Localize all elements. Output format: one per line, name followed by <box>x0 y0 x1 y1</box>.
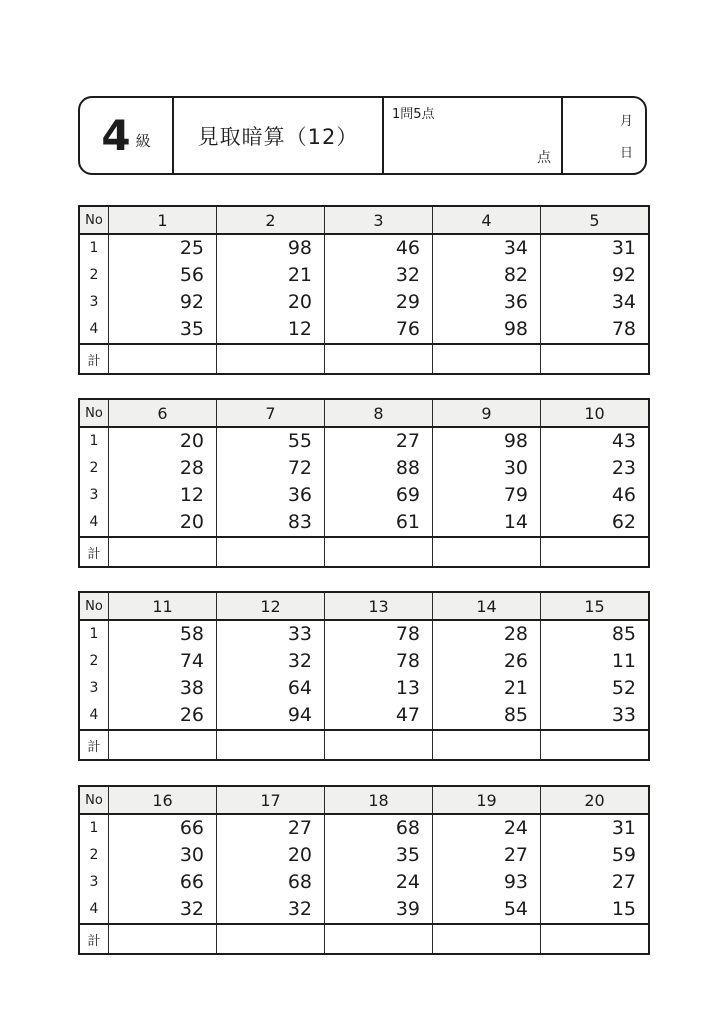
operand: 28 <box>179 457 204 479</box>
problems-column <box>216 428 324 536</box>
operand: 46 <box>395 237 420 259</box>
problem-table-4 <box>78 785 650 955</box>
column-header: 4 <box>432 207 540 233</box>
operand: 13 <box>395 677 420 699</box>
operand: 55 <box>287 430 312 452</box>
operand: 38 <box>179 677 204 699</box>
operand: 61 <box>395 511 420 533</box>
problems-column <box>108 815 216 923</box>
operand: 56 <box>179 264 204 286</box>
total-answer-cell <box>108 538 216 566</box>
operand: 52 <box>611 677 636 699</box>
total-answer-cell <box>432 731 540 759</box>
operand: 88 <box>395 457 420 479</box>
row-label: 2 <box>89 653 99 669</box>
points-unit-label: 点 <box>537 150 551 166</box>
total-answer-cell <box>324 731 432 759</box>
problems-column <box>108 621 216 729</box>
operand: 24 <box>503 817 528 839</box>
operand: 14 <box>503 511 528 533</box>
total-answer-cell <box>324 925 432 953</box>
day-label: 日 <box>619 146 633 161</box>
no-header: No <box>85 212 103 228</box>
operand: 35 <box>179 318 204 340</box>
operand: 36 <box>503 291 528 313</box>
row-label: 3 <box>89 874 99 890</box>
total-answer-cell <box>216 731 324 759</box>
column-header: 3 <box>324 207 432 233</box>
grade-number: 4 <box>101 110 131 160</box>
operand: 72 <box>287 457 312 479</box>
operand: 92 <box>179 291 204 313</box>
row-label: 2 <box>89 847 99 863</box>
operand: 27 <box>503 844 528 866</box>
operand: 30 <box>503 457 528 479</box>
total-answer-cell <box>432 345 540 373</box>
operand: 35 <box>395 844 420 866</box>
table-body <box>80 235 648 343</box>
total-answer-cell <box>324 345 432 373</box>
problems-column <box>324 235 432 343</box>
total-answer-cell <box>324 538 432 566</box>
operand: 20 <box>179 430 204 452</box>
table-header-row <box>80 593 648 621</box>
operand: 74 <box>179 650 204 672</box>
operand: 94 <box>287 704 312 726</box>
month-label: 月 <box>619 114 633 129</box>
operand: 82 <box>503 264 528 286</box>
operand: 68 <box>395 817 420 839</box>
problems-column <box>432 815 540 923</box>
column-header: 19 <box>432 787 540 813</box>
operand: 85 <box>503 704 528 726</box>
column-header: 10 <box>540 400 648 426</box>
operand: 59 <box>611 844 636 866</box>
operand: 32 <box>179 898 204 920</box>
operand: 92 <box>611 264 636 286</box>
problem-table-3 <box>78 591 650 761</box>
operand: 58 <box>179 623 204 645</box>
row-label: 3 <box>89 487 99 503</box>
row-label: 3 <box>89 680 99 696</box>
operand: 98 <box>503 430 528 452</box>
table-body <box>80 428 648 536</box>
operand: 46 <box>611 484 636 506</box>
total-answer-cell <box>432 925 540 953</box>
operand: 64 <box>287 677 312 699</box>
row-number-column <box>80 621 108 729</box>
operand: 66 <box>179 871 204 893</box>
total-answer-cell <box>540 731 648 759</box>
operand: 30 <box>179 844 204 866</box>
operand: 20 <box>179 511 204 533</box>
row-label: 3 <box>89 294 99 310</box>
row-number-column <box>80 428 108 536</box>
worksheet-title: 見取暗算（12） <box>172 98 382 173</box>
operand: 15 <box>611 898 636 920</box>
total-label: 計 <box>87 353 101 369</box>
operand: 21 <box>503 677 528 699</box>
operand: 26 <box>503 650 528 672</box>
problems-column <box>540 428 648 536</box>
column-header: 17 <box>216 787 324 813</box>
no-header: No <box>85 405 103 421</box>
problems-column <box>540 621 648 729</box>
problems-column <box>432 235 540 343</box>
grade-cell <box>80 98 172 173</box>
problems-column <box>108 235 216 343</box>
worksheet-header <box>78 96 647 175</box>
operand: 25 <box>179 237 204 259</box>
total-row <box>80 729 648 759</box>
problem-table-1 <box>78 205 650 375</box>
operand: 21 <box>287 264 312 286</box>
operand: 24 <box>395 871 420 893</box>
operand: 39 <box>395 898 420 920</box>
operand: 78 <box>611 318 636 340</box>
total-label: 計 <box>87 739 101 755</box>
problems-column <box>216 815 324 923</box>
operand: 20 <box>287 291 312 313</box>
operand: 27 <box>395 430 420 452</box>
row-number-column <box>80 815 108 923</box>
column-header: 6 <box>108 400 216 426</box>
operand: 93 <box>503 871 528 893</box>
problems-column <box>432 621 540 729</box>
table-header-row <box>80 787 648 815</box>
total-answer-cell <box>216 345 324 373</box>
total-answer-cell <box>432 538 540 566</box>
table-body <box>80 621 648 729</box>
operand: 33 <box>287 623 312 645</box>
operand: 76 <box>395 318 420 340</box>
column-header: 20 <box>540 787 648 813</box>
total-answer-cell <box>108 925 216 953</box>
column-header: 1 <box>108 207 216 233</box>
problems-column <box>216 235 324 343</box>
operand: 78 <box>395 650 420 672</box>
operand: 31 <box>611 817 636 839</box>
row-label: 4 <box>89 707 99 723</box>
total-label: 計 <box>87 933 101 949</box>
row-label: 1 <box>89 433 99 449</box>
column-header: 2 <box>216 207 324 233</box>
column-header: 12 <box>216 593 324 619</box>
column-header: 14 <box>432 593 540 619</box>
total-answer-cell <box>540 345 648 373</box>
problems-column <box>432 428 540 536</box>
total-row <box>80 536 648 566</box>
row-label: 4 <box>89 321 99 337</box>
total-answer-cell <box>108 345 216 373</box>
row-label: 1 <box>89 626 99 642</box>
problems-column <box>216 621 324 729</box>
total-label: 計 <box>87 546 101 562</box>
total-answer-cell <box>540 925 648 953</box>
row-label: 2 <box>89 267 99 283</box>
total-row <box>80 923 648 953</box>
problems-column <box>324 815 432 923</box>
operand: 34 <box>611 291 636 313</box>
row-label: 4 <box>89 901 99 917</box>
column-header: 13 <box>324 593 432 619</box>
operand: 32 <box>287 898 312 920</box>
operand: 33 <box>611 704 636 726</box>
total-row <box>80 343 648 373</box>
operand: 62 <box>611 511 636 533</box>
row-label: 1 <box>89 240 99 256</box>
row-label: 1 <box>89 820 99 836</box>
row-number-column <box>80 235 108 343</box>
total-answer-cell <box>216 538 324 566</box>
no-header: No <box>85 792 103 808</box>
operand: 34 <box>503 237 528 259</box>
column-header: 8 <box>324 400 432 426</box>
problems-column <box>540 815 648 923</box>
column-header: 16 <box>108 787 216 813</box>
operand: 69 <box>395 484 420 506</box>
operand: 98 <box>503 318 528 340</box>
total-answer-cell <box>216 925 324 953</box>
score-cell <box>382 98 561 173</box>
operand: 27 <box>287 817 312 839</box>
operand: 98 <box>287 237 312 259</box>
table-body <box>80 815 648 923</box>
problems-column <box>540 235 648 343</box>
problems-column <box>108 428 216 536</box>
table-header-row <box>80 400 648 428</box>
operand: 12 <box>179 484 204 506</box>
operand: 43 <box>611 430 636 452</box>
operand: 31 <box>611 237 636 259</box>
no-header: No <box>85 598 103 614</box>
operand: 79 <box>503 484 528 506</box>
operand: 78 <box>395 623 420 645</box>
date-cell <box>561 98 645 173</box>
column-header: 7 <box>216 400 324 426</box>
column-header: 15 <box>540 593 648 619</box>
row-label: 2 <box>89 460 99 476</box>
row-label: 4 <box>89 514 99 530</box>
problem-table-2 <box>78 398 650 568</box>
operand: 83 <box>287 511 312 533</box>
operand: 68 <box>287 871 312 893</box>
operand: 23 <box>611 457 636 479</box>
operand: 11 <box>611 650 636 672</box>
operand: 32 <box>287 650 312 672</box>
table-header-row <box>80 207 648 235</box>
operand: 47 <box>395 704 420 726</box>
operand: 20 <box>287 844 312 866</box>
column-header: 5 <box>540 207 648 233</box>
operand: 54 <box>503 898 528 920</box>
operand: 27 <box>611 871 636 893</box>
operand: 32 <box>395 264 420 286</box>
problems-column <box>324 621 432 729</box>
column-header: 11 <box>108 593 216 619</box>
operand: 28 <box>503 623 528 645</box>
operand: 12 <box>287 318 312 340</box>
operand: 26 <box>179 704 204 726</box>
column-header: 18 <box>324 787 432 813</box>
operand: 85 <box>611 623 636 645</box>
problems-column <box>324 428 432 536</box>
total-answer-cell <box>108 731 216 759</box>
operand: 36 <box>287 484 312 506</box>
operand: 66 <box>179 817 204 839</box>
column-header: 9 <box>432 400 540 426</box>
grade-suffix: 級 <box>135 132 151 150</box>
points-note: 1問5点 <box>392 107 435 122</box>
operand: 29 <box>395 291 420 313</box>
total-answer-cell <box>540 538 648 566</box>
